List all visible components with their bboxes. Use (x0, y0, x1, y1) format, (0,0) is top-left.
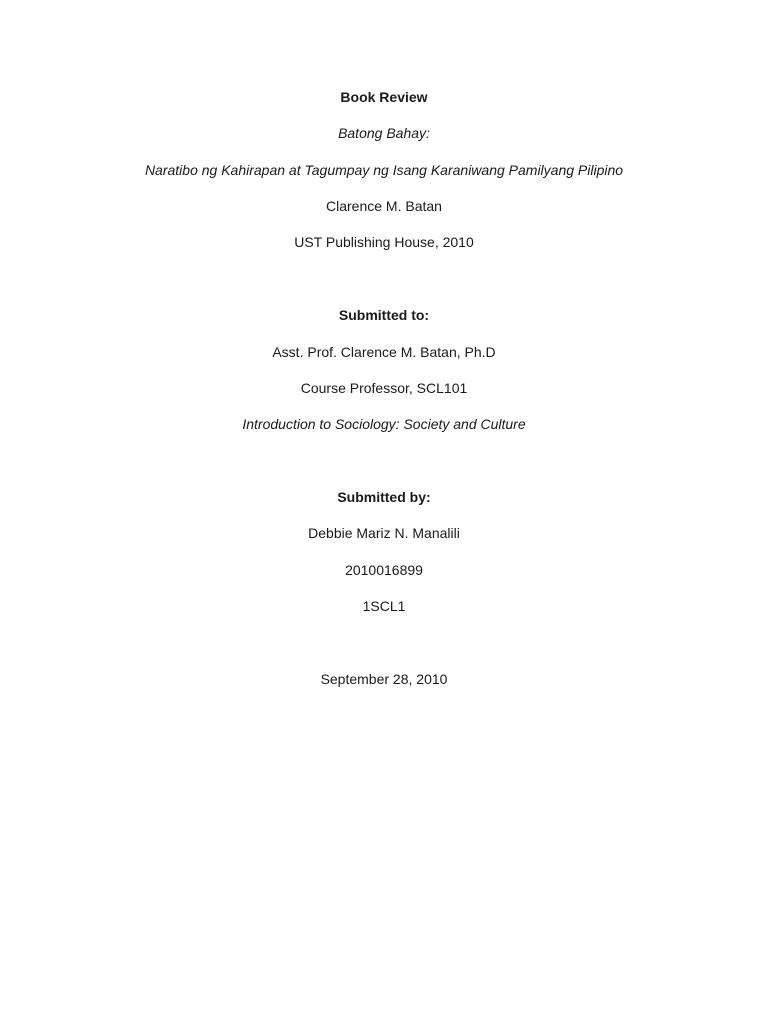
book-subtitle: Naratibo ng Kahirapan at Tagumpay ng Isang Karaniwang Pamilyang Pilipino (144, 162, 624, 178)
professor-position: Course Professor, SCL101 (300, 380, 468, 396)
student-section: 1SCL1 (362, 598, 406, 614)
student-name: Debbie Mariz N. Manalili (308, 525, 460, 541)
student-number: 2010016899 (345, 562, 423, 578)
book-title: Batong Bahay: (338, 125, 430, 141)
submitted-by-label: Submitted by: (337, 489, 431, 505)
document-heading: Book Review (340, 89, 428, 105)
submitted-to-label: Submitted to: (338, 307, 430, 323)
book-author: Clarence M. Batan (326, 198, 442, 214)
submission-date: September 28, 2010 (320, 671, 448, 687)
book-publisher: UST Publishing House, 2010 (294, 234, 474, 250)
professor-name: Asst. Prof. Clarence M. Batan, Ph.D (272, 344, 496, 360)
course-title: Introduction to Sociology: Society and Culture (242, 416, 526, 432)
